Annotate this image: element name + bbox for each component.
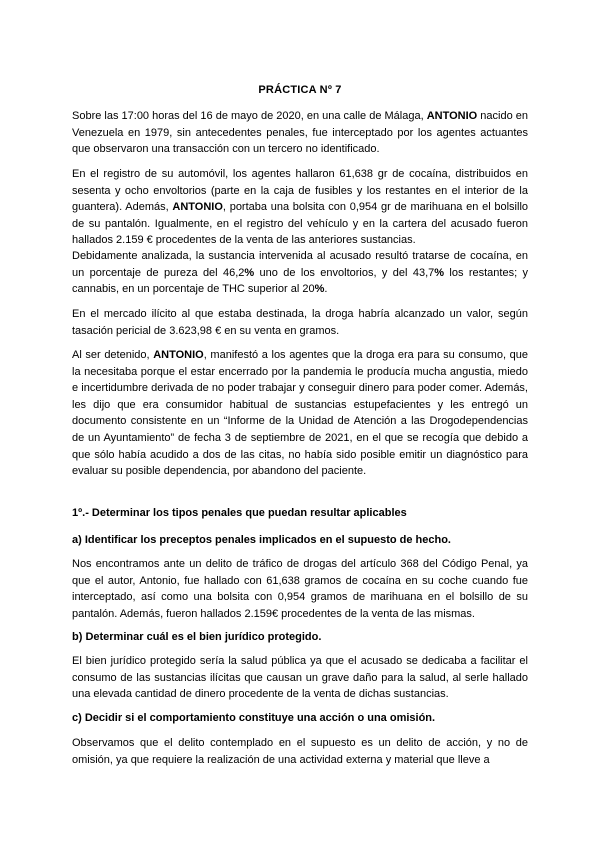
emphasis-text: ANTONIO xyxy=(172,201,223,214)
text-run: uno de los envoltorios, y del 43,7 xyxy=(254,266,435,279)
intro-paragraph-2 xyxy=(72,166,528,249)
text-run: . xyxy=(324,283,328,296)
text-run: Al ser detenido, xyxy=(72,349,154,361)
intro-paragraph-5 xyxy=(72,347,528,480)
text-run: En el registro de su automóvil, los agentes hallaron 61,638 gr de cocaína, distribuidos en sesenta y ocho envoltorios (parte en la caja de fusibles y los restantes en el interior de la guantera). Además, xyxy=(72,168,528,214)
subsection-c-body: Observamos que el delito contemplado en el supuesto es un delito de acción, y no de omisión, ya que requiere la realización de una actividad externa y material que lleve a xyxy=(72,737,528,766)
emphasis-text: % xyxy=(244,266,255,279)
emphasis-text: % xyxy=(314,283,325,296)
text-run: los restantes; y cannabis, en un porcentaje de THC superior al 20 xyxy=(72,266,528,296)
emphasis-text: ANTONIO xyxy=(153,349,204,361)
text-run: nacido en Venezuela en 1979, sin antecedentes penales, fue interceptado por los agentes actuantes que observaron una transacción con un tercero no identificado. xyxy=(72,110,528,156)
emphasis-text: % xyxy=(434,266,445,279)
text-run: En el mercado ilícito al que estaba destinada, la droga habría alcanzado un valor, según tasación pericial de 3.623,98 € en su venta en gramos. xyxy=(72,308,528,337)
subsection-c-heading: c) Decidir si el comportamiento constituye una acción o una omisión. xyxy=(72,712,436,724)
intro-paragraph-1 xyxy=(72,108,528,158)
section-heading: 1º.- Determinar los tipos penales que puedan resultar aplicables xyxy=(72,507,407,519)
text-run: Debidamente analizada, la sustancia intervenida al acusado resultó tratarse de cocaína, en un porcentaje de pureza del 46,2 xyxy=(72,250,528,279)
page-title: PRÁCTICA Nº 7 xyxy=(258,84,342,96)
text-run: , portaba una bolsita con 0,954 gr de marihuana en el bolsillo de su pantalón. Igualmente, en el registro del vehículo y en la cartera del acusado fueron hallados 2.159 € procedentes de la venta de las anteriores sustancias. xyxy=(72,201,529,247)
subsection-a-heading: a) Identificar los preceptos penales implicados en el supuesto de hecho. xyxy=(72,534,451,546)
intro-paragraph-4 xyxy=(72,306,528,339)
text-run: , manifestó a los agentes que la droga era para su consumo, que la necesitaba porque el estar encerrado por la pandemia le producía mucha angustia, miedo e incertidumbre derivada de no poder trabajar y conseguir dinero para poder comer. Además, les dijo que era consumidor habitual de sustancias estupefacientes y les entregó un documento consistente en un “Informe de la Unidad de Atención a las Drogodependencias de un Ayuntamiento” de fecha 3 de septiembre de 2021, en el que se recogía que debido a que sólo había acudido a dos de las citas, no había sido posible emitir un diagnóstico para evaluar su posible dependencia, por abandono del paciente. xyxy=(72,349,528,478)
emphasis-text: ANTONIO xyxy=(426,110,478,122)
subsection-a-body: Nos encontramos ante un delito de tráfico de drogas del artículo 368 del Código Penal, ya que el autor, Antonio, fue hallado con 61,638 gramos de cocaína en su coche cuando fue interceptado, así como una bolsita con 0,954 gramos de marihuana en el bolsillo de su pantalón. Además, fueron hallados 2.159€ procedentes de la venta de las mismas. xyxy=(72,558,528,620)
intro-paragraph-3 xyxy=(72,248,528,298)
text-run: Sobre las 17:00 horas del 16 de mayo de 2020, en una calle de Málaga, xyxy=(72,110,427,122)
subsection-b-body: El bien jurídico protegido sería la salud pública ya que el acusado se dedicaba a facilitar el consumo de las sustancias ilícitas que causan un grave daño para la salud, al serle hallado una elevada cantidad de dinero procedente de la venta de dichas sustancias. xyxy=(72,655,528,701)
subsection-b-heading: b) Determinar cuál es el bien jurídico protegido. xyxy=(72,631,322,643)
